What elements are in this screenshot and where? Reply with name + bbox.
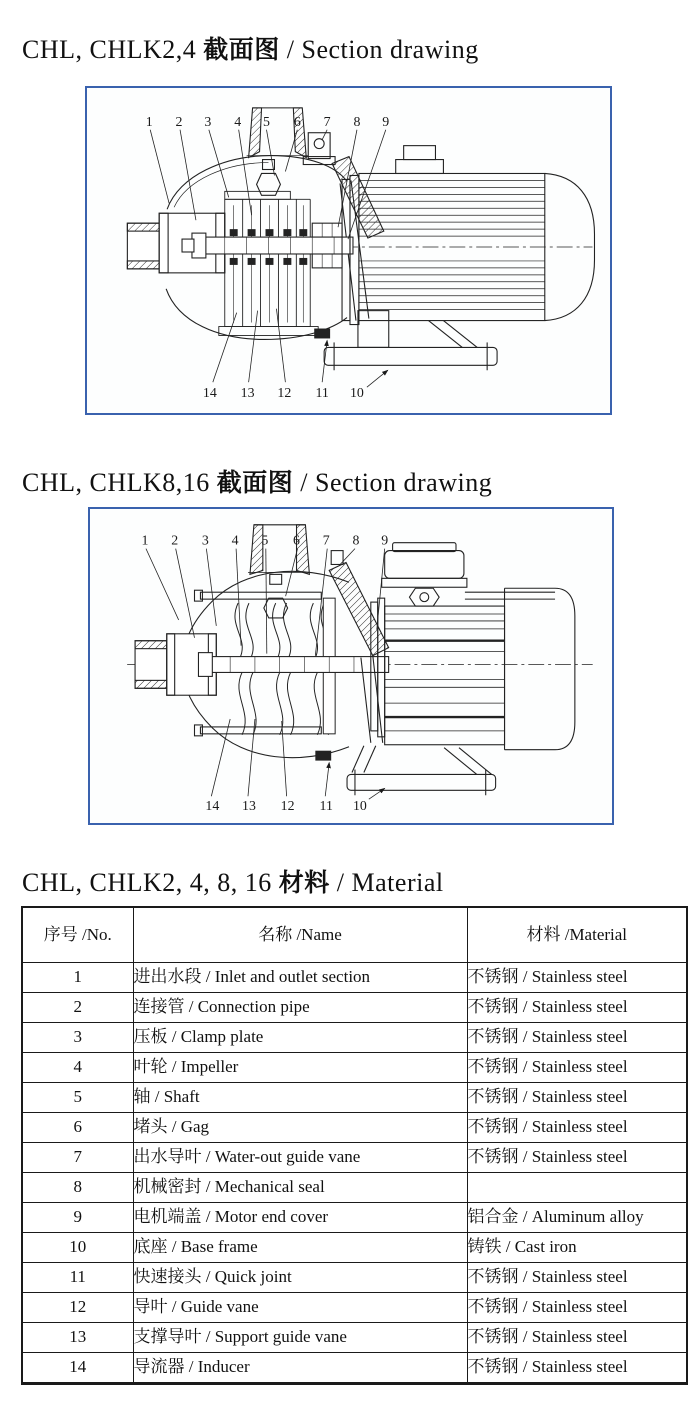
callout-label: 7 xyxy=(323,114,331,130)
table-row xyxy=(22,993,687,1023)
table-cell: 不锈钢 / Stainless steel xyxy=(467,1353,687,1384)
table-cell: 铸铁 / Cast iron xyxy=(467,1233,687,1263)
section-title-drawing-1 xyxy=(22,30,479,66)
table-cell: 10 xyxy=(22,1233,133,1263)
callout-label: 9 xyxy=(382,114,390,130)
table-cell: 机械密封 / Mechanical seal xyxy=(133,1173,467,1203)
table-row xyxy=(22,1353,687,1384)
callout-label: 11 xyxy=(319,798,333,814)
table-cell: 支撑导叶 / Support guide vane xyxy=(133,1323,467,1353)
callout-label: 14 xyxy=(205,798,220,814)
motor-fins xyxy=(359,180,545,309)
table-cell: 不锈钢 / Stainless steel xyxy=(467,1113,687,1143)
callout-label: 4 xyxy=(231,532,239,548)
table-cell: 1 xyxy=(22,963,133,993)
table-cell: 13 xyxy=(22,1323,133,1353)
callout-label: 6 xyxy=(293,532,300,548)
table-cell: 8 xyxy=(22,1173,133,1203)
table-cell: 3 xyxy=(22,1023,133,1053)
table-cell: 不锈钢 / Stainless steel xyxy=(467,1263,687,1293)
title-model-text: CHL, CHLK2, 4, 8, 16 xyxy=(22,868,279,897)
quick-joint xyxy=(315,751,331,761)
table-row xyxy=(22,1233,687,1263)
callout-label: 1 xyxy=(145,114,153,130)
callout-label: 12 xyxy=(277,386,292,402)
motor xyxy=(342,173,594,324)
title-model-text: CHL, CHLK8,16 xyxy=(22,468,217,497)
table-cell: 7 xyxy=(22,1143,133,1173)
table-cell: 不锈钢 / Stainless steel xyxy=(467,963,687,993)
section-title-drawing-2 xyxy=(22,463,492,499)
table-cell: 不锈钢 / Stainless steel xyxy=(467,1323,687,1353)
base-frame xyxy=(347,746,496,796)
table-cell: 进出水段 / Inlet and outlet section xyxy=(133,963,467,993)
table-cell: 导叶 / Guide vane xyxy=(133,1293,467,1323)
pump-section-drawing-2 xyxy=(90,509,612,823)
callout-label: 3 xyxy=(204,114,212,130)
col-header-name: 名称 /Name xyxy=(133,907,467,963)
table-row xyxy=(22,1053,687,1083)
callout-label: 9 xyxy=(381,532,389,548)
impeller-stack xyxy=(219,191,318,335)
table-cell: 5 xyxy=(22,1083,133,1113)
callout-label: 13 xyxy=(242,798,256,814)
table-cell: 叶轮 / Impeller xyxy=(133,1053,467,1083)
col-header-no: 序号 /No. xyxy=(22,907,133,963)
callout-label: 4 xyxy=(234,114,242,130)
motor-end-bell xyxy=(505,588,575,749)
table-row xyxy=(22,1173,687,1203)
table-cell: 12 xyxy=(22,1293,133,1323)
table-row xyxy=(22,1293,687,1323)
callout-label: 2 xyxy=(175,114,183,130)
table-cell: 11 xyxy=(22,1263,133,1293)
table-cell: 快速接头 / Quick joint xyxy=(133,1263,467,1293)
table-cell: 不锈钢 / Stainless steel xyxy=(467,1143,687,1173)
title-cn-text: 截面图 xyxy=(203,35,280,64)
title-en-text: / Material xyxy=(329,868,444,897)
pump-section-drawing-1 xyxy=(87,88,610,413)
table-cell: 出水导叶 / Water-out guide vane xyxy=(133,1143,467,1173)
table-cell: 堵头 / Gag xyxy=(133,1113,467,1143)
callout-label: 10 xyxy=(352,798,367,814)
title-en-text: / Section drawing xyxy=(279,35,479,64)
col-header-material: 材料 /Material xyxy=(467,907,687,963)
table-cell: 不锈钢 / Stainless steel xyxy=(467,1083,687,1113)
table-cell: 不锈钢 / Stainless steel xyxy=(467,993,687,1023)
table-cell: 不锈钢 / Stainless steel xyxy=(467,1053,687,1083)
table-cell: 铝合金 / Aluminum alloy xyxy=(467,1203,687,1233)
drawing-frame-1 xyxy=(85,86,612,415)
table-row xyxy=(22,1083,687,1113)
table-cell: 6 xyxy=(22,1113,133,1143)
callout-label: 5 xyxy=(261,532,269,548)
motor-bracket xyxy=(329,551,388,743)
title-cn-text: 截面图 xyxy=(216,468,294,497)
table-cell: 2 xyxy=(22,993,133,1023)
table-row xyxy=(22,963,687,993)
table-cell: 不锈钢 / Stainless steel xyxy=(467,1023,687,1053)
header-row xyxy=(22,907,687,963)
table-row xyxy=(22,1323,687,1353)
pump-shaft xyxy=(198,653,388,677)
table-cell: 9 xyxy=(22,1203,133,1233)
title-en-text: / Section drawing xyxy=(293,468,493,497)
table-row xyxy=(22,1023,687,1053)
callout-label: 8 xyxy=(353,114,361,130)
table-cell xyxy=(467,1173,687,1203)
table-cell: 14 xyxy=(22,1353,133,1384)
motor xyxy=(371,588,575,749)
table-cell: 不锈钢 / Stainless steel xyxy=(467,1293,687,1323)
callout-label: 5 xyxy=(263,114,270,130)
callout-label: 1 xyxy=(141,532,149,548)
table-cell: 轴 / Shaft xyxy=(133,1083,467,1113)
material-table-head xyxy=(22,907,687,963)
callout-label: 3 xyxy=(201,532,209,548)
title-model-text: CHL, CHLK2,4 xyxy=(22,35,204,64)
callout-label: 12 xyxy=(280,798,295,814)
pump-shaft xyxy=(182,233,353,258)
material-table xyxy=(21,906,688,1385)
table-cell: 导流器 / Inducer xyxy=(133,1353,467,1384)
table-cell: 电机端盖 / Motor end cover xyxy=(133,1203,467,1233)
table-cell: 4 xyxy=(22,1053,133,1083)
section-title-material xyxy=(22,863,444,899)
callout-label: 10 xyxy=(349,386,364,402)
table-cell: 压板 / Clamp plate xyxy=(133,1023,467,1053)
table-cell: 连接管 / Connection pipe xyxy=(133,993,467,1023)
outlet-port xyxy=(248,525,311,575)
callout-label: 11 xyxy=(315,386,329,402)
table-cell: 底座 / Base frame xyxy=(133,1233,467,1263)
material-table-body xyxy=(22,963,687,1384)
callout-label: 8 xyxy=(352,532,360,548)
table-row xyxy=(22,1203,687,1233)
drawing-frame-2 xyxy=(88,507,614,825)
table-row xyxy=(22,1113,687,1143)
hex-plug xyxy=(257,160,281,196)
terminal-box xyxy=(396,146,444,174)
callout-label: 13 xyxy=(240,386,255,402)
callout-label: 6 xyxy=(293,114,301,130)
table-row xyxy=(22,1143,687,1173)
motor-fins xyxy=(385,614,505,731)
terminal-box xyxy=(382,543,467,606)
callout-label: 7 xyxy=(322,532,330,548)
table-row xyxy=(22,1263,687,1293)
title-cn-text: 材料 xyxy=(278,868,330,897)
callout-label: 2 xyxy=(171,532,179,548)
callout-label: 14 xyxy=(202,386,217,402)
